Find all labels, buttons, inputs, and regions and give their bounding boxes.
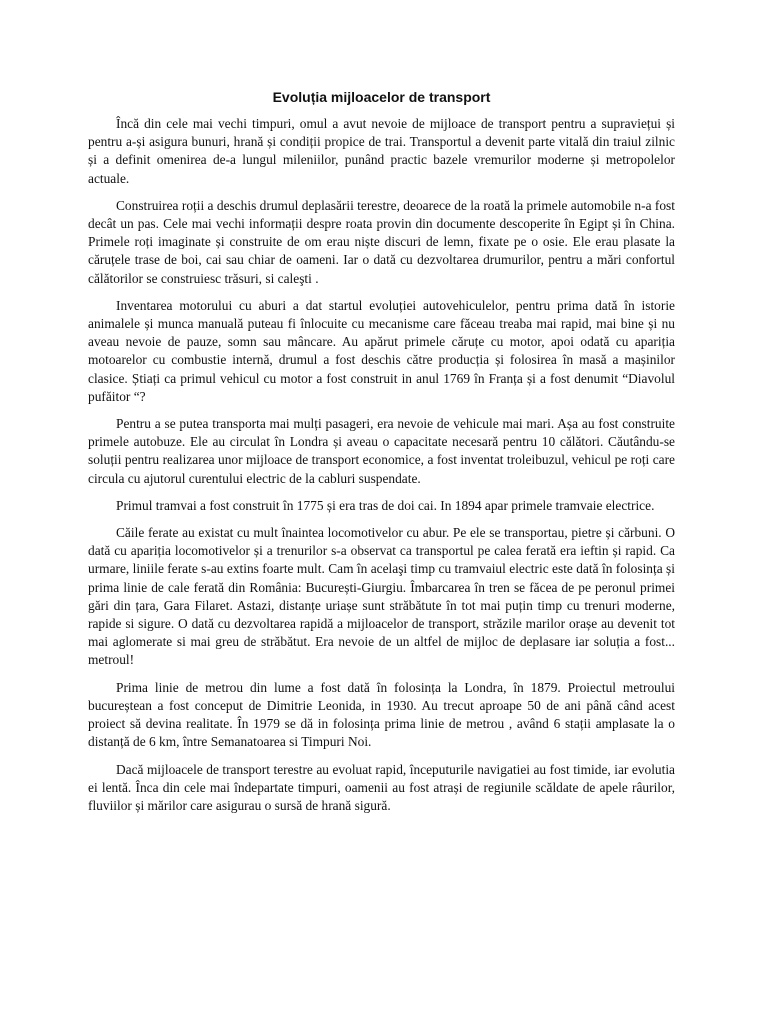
- paragraph-tram: Primul tramvai a fost construit în 1775 și era tras de doi cai. In 1894 apar primele tramvaie electrice.: [116, 497, 655, 513]
- paragraph-wheel-origins: Încă din cele mai vechi timpuri, omul a avut nevoie de mijloace de transport pentru a supraviețui și pentru a-și asigura bunuri, hrană și condiții propice de trai. Transportul a devenit parte vitală din traiul zilnic și a definit omenirea de-a lungul mileniilor, punând practic bazele vremurilor moderne și metropolelor actuale.: [88, 116, 675, 186]
- paragraph-wheel: Construirea roții a deschis drumul deplasării terestre, deoarece de la roată la primele automobile n-a fost decât un pas. Cele mai vechi informații despre roata provin din documente descoperite în Egipt și în China. Primele roți imaginate și construite de om erau niște discuri de lemn, fixate pe o osie. Ele erau plasate la căruțele trase de boi, cai sau chiar de oameni. Iar o dată cu dezvoltarea drumurilor, pentru a mări confortul călătorilor se construiesc trăsuri, si caleşti .: [88, 197, 675, 286]
- paragraph-steam-engine: Inventarea motorului cu aburi a dat startul evoluției autovehiculelor, pentru prima dată în istorie animalele și munca manuală puteau fi înlocuite cu mecanisme care făceau treaba mai rapid, mai bine și nu aveau nevoie de pauze, somn sau mâncare. Au apărut primele căruțe cu motor, apoi odată cu apariția motoarelor cu combustie internă, drumul a fost deschis către producția și folosirea în masă a mașinilor clasice. Știați ca primul vehicul cu motor a fost construit in anul 1769 în Franța și a fost denumit “Diavolul pufăitor “?: [88, 297, 675, 404]
- paragraph-metro: Prima linie de metrou din lume a fost dată în folosința la Londra, în 1879. Proiectul metroului bucureștean a fost conceput de Dimitrie Leonida, in 1930. Au trecut aproape 50 de ani până când acest proiect să devina realitate. În 1979 se dă in folosința prima linie de metrou , având 6 stații amplasate la o distanță de 6 km, între Semanatoarea si Timpuri Noi.: [88, 679, 675, 750]
- paragraph-navigation: Dacă mijloacele de transport terestre au evoluat rapid, începuturile navigatiei au fost timide, iar evolutia ei lentă. Înca din cele mai îndepartate timpuri, oamenii au fost atrași de regiunile scăldate de apele râurilor, fluviilor și mărilor care asigurau o sursă de hrană sigură.: [88, 761, 675, 813]
- document-title: Evoluția mijloacelor de transport: [272, 89, 491, 105]
- document-page: [88, 88, 675, 824]
- paragraph-buses: Pentru a se putea transporta mai mulți pasageri, era nevoie de vehicule mai mari. Așa au fost construite primele autobuze. Ele au circulat în Londra și aveau o capacitate necesară pentru 10 călători. Căutându-se soluții pentru realizarea unor mijloace de transport economice, a fost inventat troleibuzul, vehicul pe roți care circula cu ajutorul curentului electric de la cabluri suspendate.: [88, 416, 675, 486]
- paragraph-railways: Căile ferate au existat cu mult înaintea locomotivelor cu abur. Pe ele se transportau, pietre și cărbuni. O dată cu apariția locomotivelor și a trenurilor s-a observat ca transportul pe calea ferată era ieftin și rapid. Ca urmare, liniile ferate s-au extins foarte mult. Cam în acelaşi timp cu tramvaiul electric este dată în folosința și prima linie de cale ferată din România: București-Giurgiu. Îmbarcarea în tren se făcea de pe peronul primei gări din țara, Gara Filaret. Astazi, distanțe uriașe sunt străbătute în tot mai puțin timp cu trenuri moderne, rapide si sigure. O dată cu dezvoltarea rapidă a mijloacelor de transport, străzile marilor orașe au devenit tot mai aglomerate si mai greu de străbătut. Era nevoie de un altfel de mijloc de deplasare iar soluția a fost... metroul!: [88, 525, 675, 668]
